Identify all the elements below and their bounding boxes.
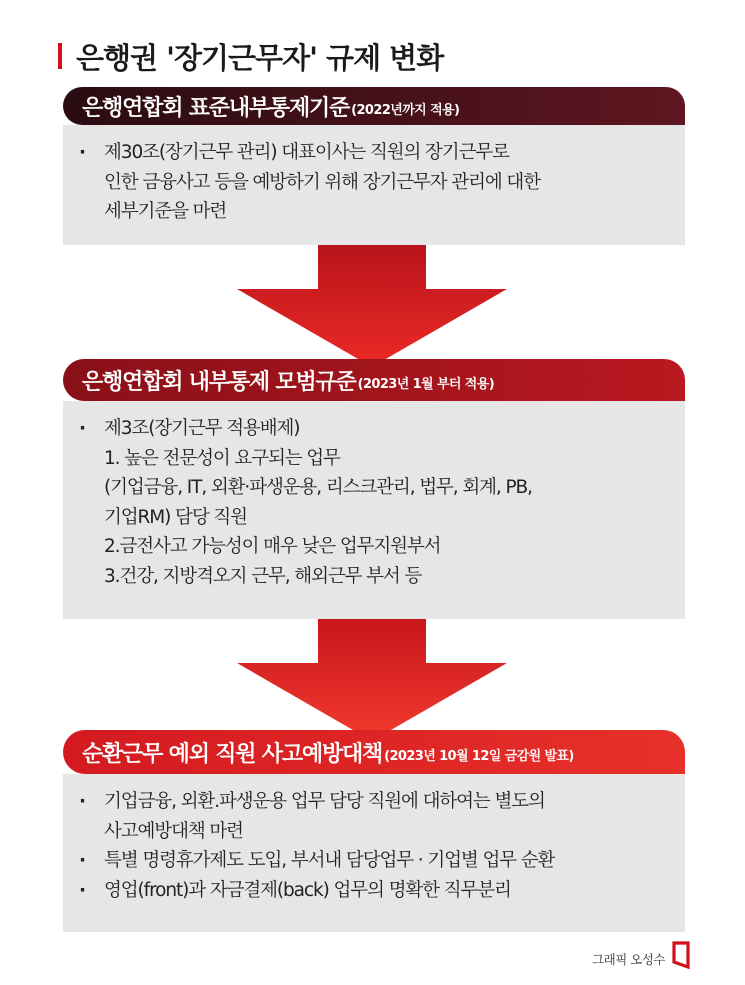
stage-3-content (63, 774, 685, 932)
item-line: (기업금융, IT, 외환·파생운용, 리스크관리, 법무, 회계, PB, (104, 477, 532, 498)
stage-2-header (63, 359, 685, 401)
title-block (58, 38, 443, 74)
item-line: 3.건강, 지방격오지 근무, 해외근무 부서 등 (104, 565, 422, 587)
item-line: · 기업금융, 외환.파생운용 업무 담당 직원에 대하여는 별도의 (104, 791, 545, 812)
stage-1-item (104, 138, 661, 227)
item-line: · 영업(front)과 자금결제(back) 업무의 명확한 직무분리 (104, 879, 511, 901)
stage-2-item (104, 414, 661, 591)
item-line: 기업RM) 담당 직원 (104, 506, 247, 528)
down-arrow-icon (237, 245, 507, 367)
page-title: 은행권 '장기근무자' 규제 변화 (76, 40, 444, 75)
item-line: 1. 높은 전문성이 요구되는 업무 (104, 447, 340, 469)
item-line: · 제3조(장기근무 적용배제) (104, 418, 300, 439)
stage-3-item (104, 787, 661, 846)
stage-3-item (104, 876, 661, 906)
stage-3-item (104, 846, 661, 876)
stage-3-note: (2023년 10월 12일 금감원 발표) (384, 748, 574, 764)
down-arrow-icon (237, 619, 507, 741)
stage-3-header (63, 730, 685, 774)
stage-2-title: 은행연합회 내부통제 모범규준 (82, 369, 356, 395)
item-line: 인한 금융사고 등을 예방하기 위해 장기근무자 관리에 대한 (104, 171, 540, 193)
item-line: · 특별 명령휴가제도 도입, 부서내 담당업무 · 기업별 업무 순환 (104, 850, 555, 871)
publisher-logo-icon (672, 941, 690, 969)
item-line: · 제30조(장기근무 관리) 대표이사는 직원의 장기근무로 (104, 142, 509, 163)
stage-3-title: 순환근무 예외 직원 사고예방대책 (82, 741, 383, 767)
stage-1-note: (2022년까지 적용) (351, 102, 460, 118)
stage-1-header (63, 87, 685, 125)
stage-1-title: 은행연합회 표준내부통제기준 (82, 95, 350, 121)
item-line: 세부기준을 마련 (104, 201, 227, 222)
title-accent-bar (58, 43, 62, 69)
stage-1-content (63, 125, 685, 245)
item-line: 사고예방대책 마련 (104, 820, 243, 842)
graphic-credit: 그래픽 오성수 (592, 952, 665, 967)
stage-2-content (63, 401, 685, 619)
stage-2-note: (2023년 1월 부터 적용) (357, 376, 495, 392)
item-line: 2.금전사고 가능성이 매우 낮은 업무지원부서 (104, 536, 441, 557)
